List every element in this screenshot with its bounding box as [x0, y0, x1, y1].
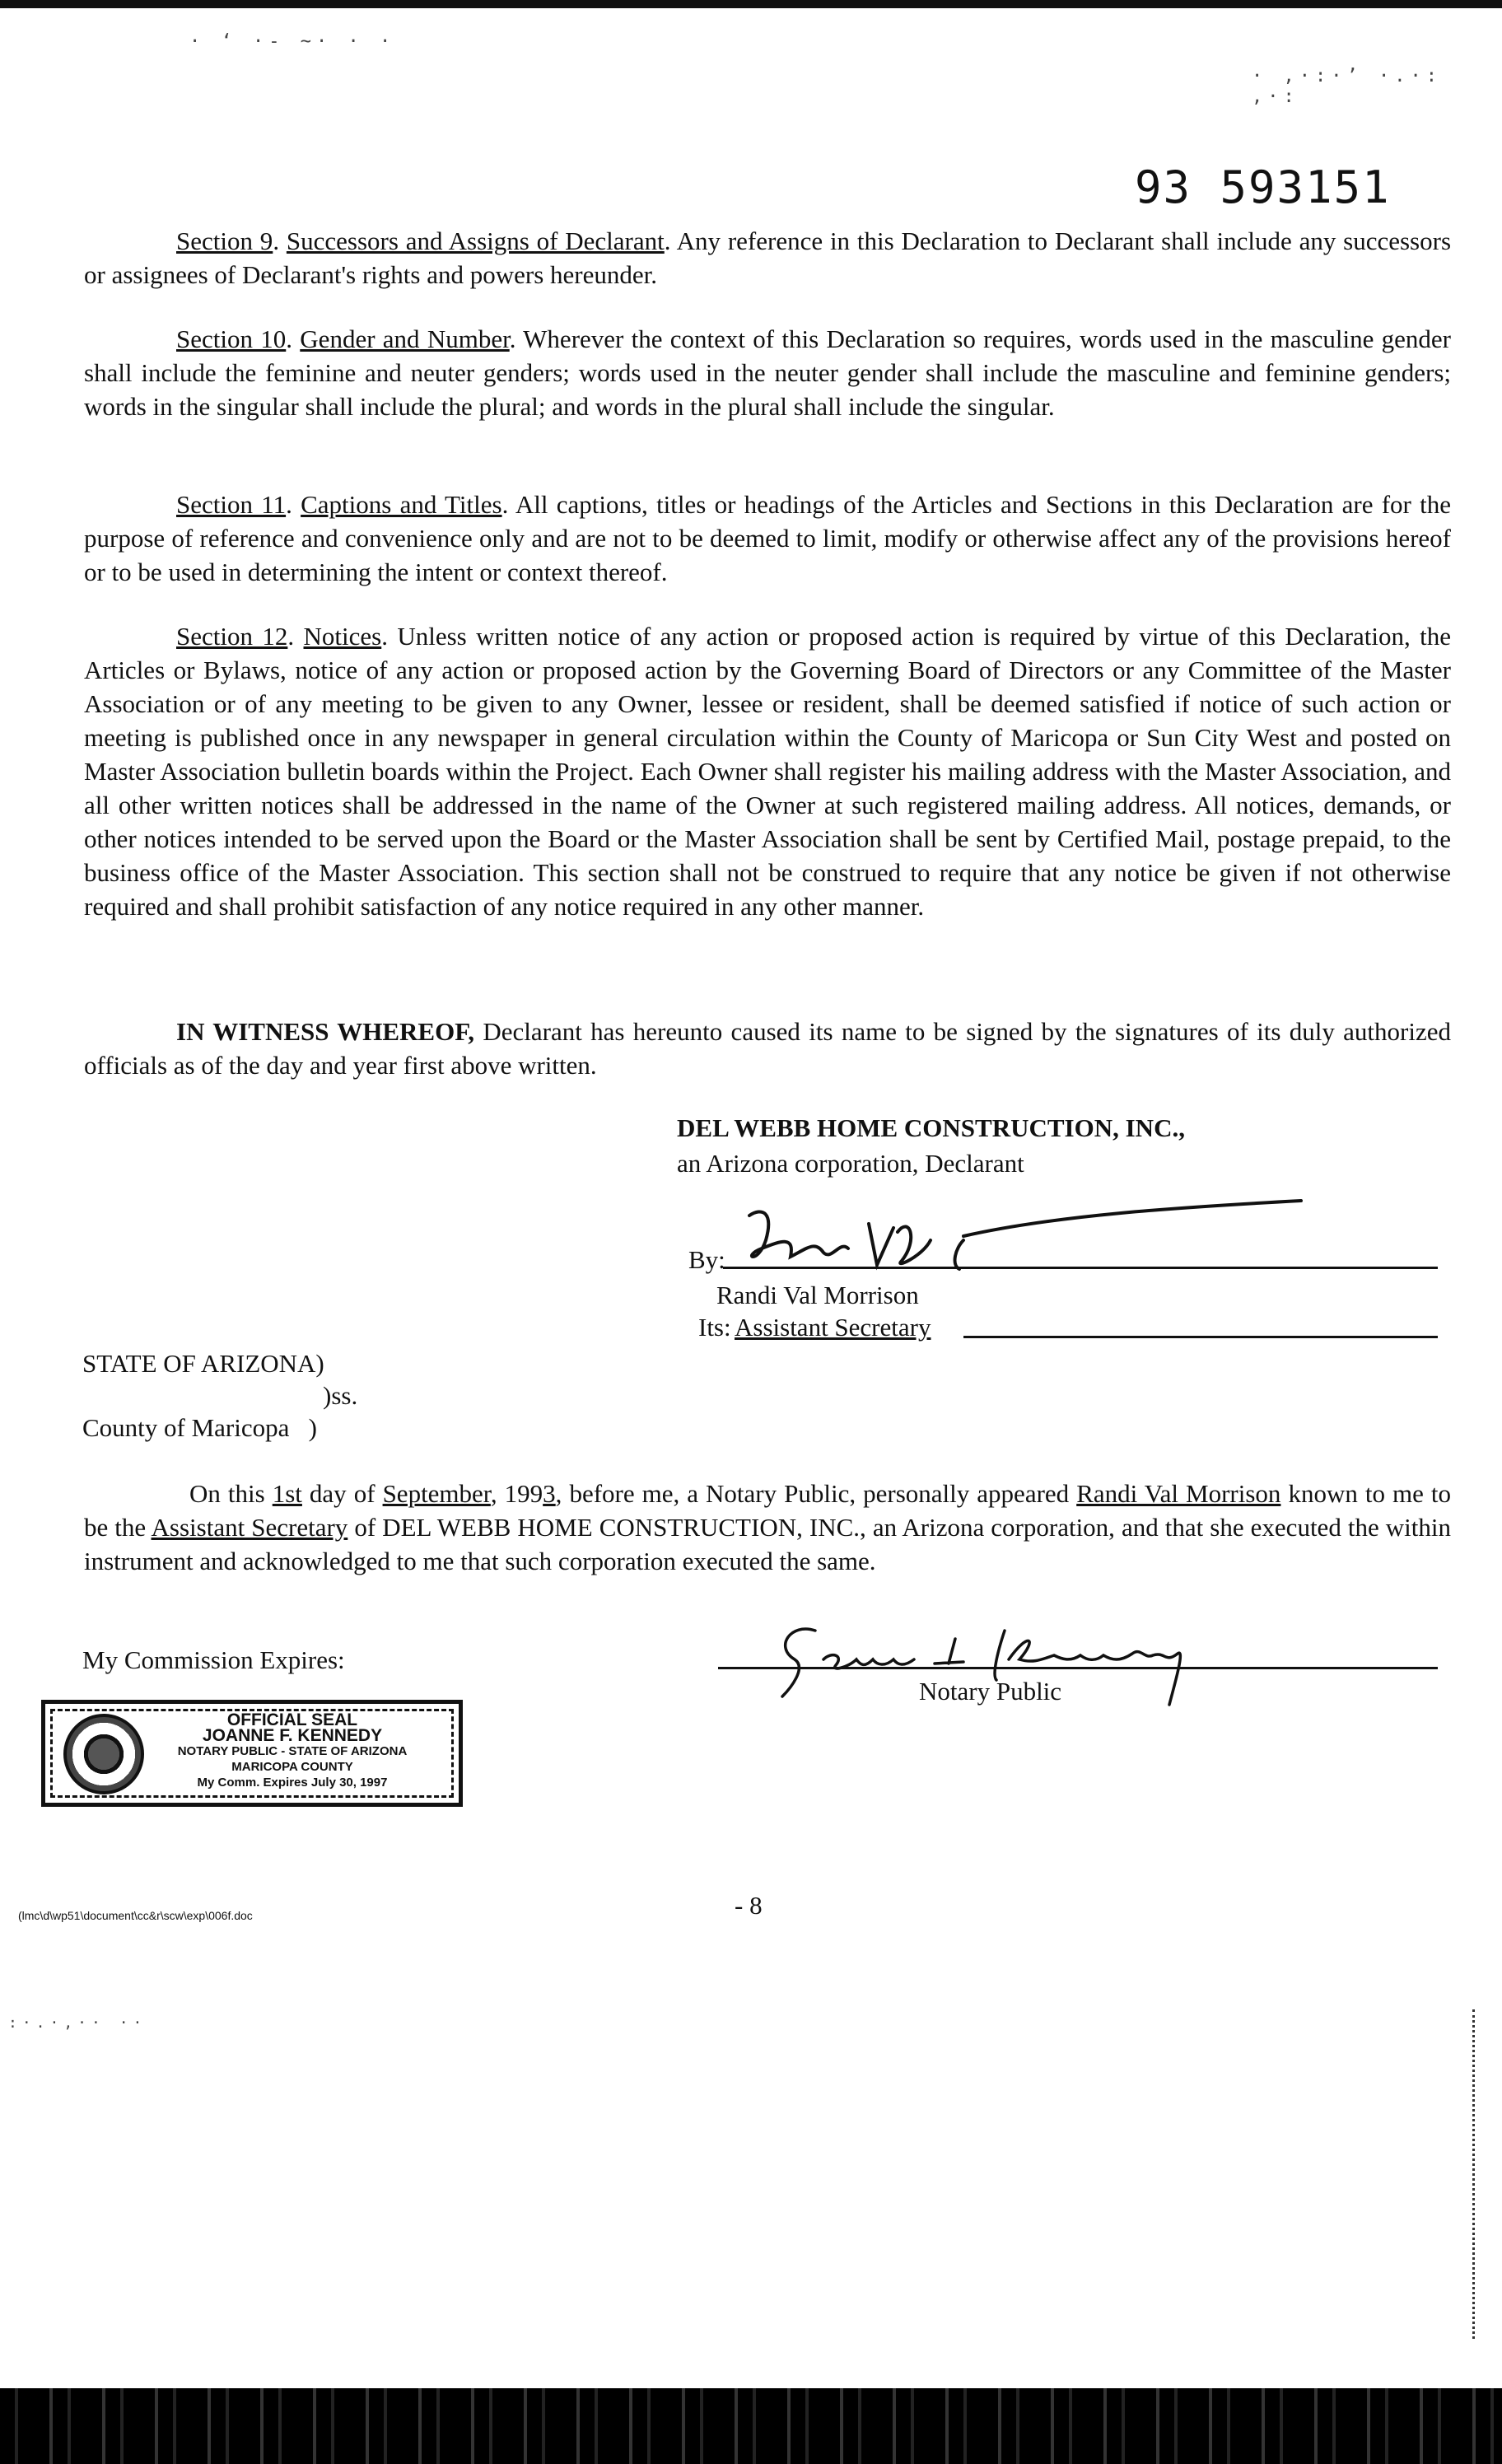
declarant-signature — [725, 1191, 1318, 1281]
section-label: Section 11 — [176, 490, 287, 519]
witness-lead: IN WITNESS WHEREOF, — [176, 1017, 475, 1046]
seal-line: OFFICIAL SEAL — [226, 1710, 358, 1729]
section-title: Captions and Titles — [301, 490, 502, 519]
section-title: Gender and Number — [300, 324, 510, 353]
witness-clause — [84, 1015, 1451, 1082]
commission-label: My Commission Expires: — [82, 1645, 345, 1674]
state-seal-icon — [63, 1714, 144, 1794]
venue-county: County of Maricopa ) — [82, 1413, 317, 1442]
document-number: 93 593151 — [1135, 161, 1391, 213]
section-label: Section 12 — [176, 622, 288, 651]
ack-day: 1st — [272, 1479, 302, 1508]
seal-text — [169, 1712, 416, 1790]
ack-text: of DEL WEBB HOME CONSTRUCTION, INC., an Arizona corporation, and that she executed the within instrument and acknowledged to me that such corporation executed the same. — [84, 1513, 1452, 1575]
section-text: All captions, titles or headings of the Articles and Sections in this Declaration are for the purpose of reference and convenience only and are not to be deemed to limit, modify or otherwise affect any of the provisions hereof or to be used in determining the intent or context thereof. — [84, 490, 1451, 586]
signatory-company: DEL WEBB HOME CONSTRUCTION, INC., — [677, 1113, 1185, 1142]
signatory-title: Assistant Secretary — [735, 1313, 931, 1342]
section-text: Any reference in this Declaration to Declarant shall include any successors or assignees of Declarant's rights and powers hereunder. — [84, 226, 1452, 289]
scan-edge-top — [0, 0, 1502, 8]
section-title: Successors and Assigns of Declarant — [286, 226, 665, 255]
section-10: Section 10. Gender and Number. Wherever the context of this Declaration so requires, words used in the masculine gender shall include the feminine and neuter genders; words used in the neuter gender shall include the masculine and feminine genders; words in the singular shall include the plural; and words in the plural shall include the singular. — [84, 324, 1451, 421]
section-12: Section 12. Notices. Unless written notice of any action or proposed action is required by virtue of this Declaration, the Articles or Bylaws, notice of any action or proposed action by the Governing Board of Directors or any Committee of the Master Association or of any meeting to be given to any Owner, lessee or resident, shall be deemed satisfied if notice of such action or meeting is published once in any newspaper in general circulation within the County of Maricopa or Sun City West and posted on Master Association bulletin boards within the Project. Each Owner shall register his mailing address with the Master Association, and all other written notices shall be addressed in the name of the Owner at such registered mailing address. All notices, demands, or other notices intended to be served upon the Board or the Master Association shall be sent by Certified Mail, postage prepaid, to the business office of the Master Association. This section shall not be construed to require that any notice be given if not otherwise required and shall prohibit satisfaction of any notice required in any other manner. — [84, 622, 1452, 921]
scan-speckle: :·.·,·· ·· — [8, 2014, 147, 2032]
section-label: Section 9 — [176, 226, 273, 255]
ack-name: Randi Val Morrison — [1076, 1479, 1281, 1508]
scan-speckle: · ‘ ·- ~· · · — [189, 31, 396, 52]
notary-label: Notary Public — [919, 1677, 1062, 1706]
ack-text: known to me to be the — [84, 1479, 1452, 1542]
seal-line: NOTARY PUBLIC - STATE OF ARIZONA — [177, 1744, 408, 1758]
section-text: Unless written notice of any action or proposed action is required by virtue of this Declaration, the Articles or Bylaws, notice of any action or proposed action by the Governing Board of Directors or any Committee of the Master Association or of any meeting to be given to any Owner, lessee or resident, shall be deemed satisfied if notice of such action or meeting is published once in any newspaper in general circulation within the County of Maricopa or Sun City West and posted on Master Association bulletin boards within the Project. Each Owner shall register his mailing address with the Master Association, and all other written notices shall be addressed in the name of the Owner at such registered mailing address. All notices, demands, or other notices intended to be served upon the Board or the Master Association shall be sent by Certified Mail, postage prepaid, to the business office of the Master Association. This section shall not be construed to require that any notice be given if not otherwise required and shall prohibit satisfaction of any notice required in any other manner. — [84, 622, 1452, 921]
ack-title: Assistant Secretary — [151, 1513, 348, 1542]
ack-text: On this — [189, 1479, 273, 1508]
ack-year-digit: 3 — [543, 1479, 556, 1508]
ack-text: day of — [301, 1479, 383, 1508]
page-number: - 8 — [735, 1891, 763, 1920]
ack-text: , before me, a Notary Public, personally appeared — [555, 1479, 1077, 1508]
scan-speckle: · ,·:·’ ·.·: ,·: — [1252, 66, 1442, 107]
section-text: Wherever the context of this Declaration so requires, words used in the masculine gender shall include the feminine and neuter genders; words used in the neuter gender shall include the masculine and feminine genders; words in the singular shall include the plural; and words in the plural shall include the singular. — [84, 324, 1451, 421]
section-label: Section 10 — [176, 324, 287, 353]
witness-text: Declarant has hereunto caused its name to be signed by the signatures of its duly authorized officials as of the day and year first above written. — [84, 1017, 1451, 1080]
venue-ss: )ss. — [323, 1381, 358, 1410]
signatory-descriptor: an Arizona corporation, Declarant — [677, 1149, 1024, 1178]
footer-filepath: (lmc\d\wp51\document\cc&r\scw\exp\006f.doc — [18, 1909, 253, 1922]
scan-edge-bottom — [0, 2388, 1502, 2464]
scan-edge-right — [1472, 2009, 1486, 2339]
section-11: Section 11. Captions and Titles. All captions, titles or headings of the Articles and Sections in this Declaration are for the purpose of reference and convenience only and are not to be deemed to limit, modify or otherwise affect any of the provisions hereof or to be used in determining the intent or context thereof. — [84, 490, 1451, 586]
seal-line: My Comm. Expires July 30, 1997 — [197, 1776, 388, 1790]
its-label: Its: — [698, 1313, 731, 1342]
seal-line: MARICOPA COUNTY — [231, 1760, 353, 1774]
section-title: Notices — [303, 622, 382, 651]
acknowledgment — [84, 1477, 1451, 1578]
by-label: By: — [688, 1245, 725, 1274]
venue-state: STATE OF ARIZONA) — [82, 1349, 324, 1378]
ack-text: , 199 — [490, 1479, 543, 1508]
section-9: Section 9. Successors and Assigns of Declarant. Any reference in this Declaration to Declarant shall include any successors or assignees of Declarant's rights and powers hereunder. — [84, 226, 1452, 289]
signatory-name: Randi Val Morrison — [716, 1281, 919, 1309]
notary-seal — [41, 1700, 463, 1807]
ack-month: September — [382, 1479, 491, 1508]
seal-line: JOANNE F. KENNEDY — [202, 1726, 383, 1745]
title-line — [963, 1336, 1438, 1338]
